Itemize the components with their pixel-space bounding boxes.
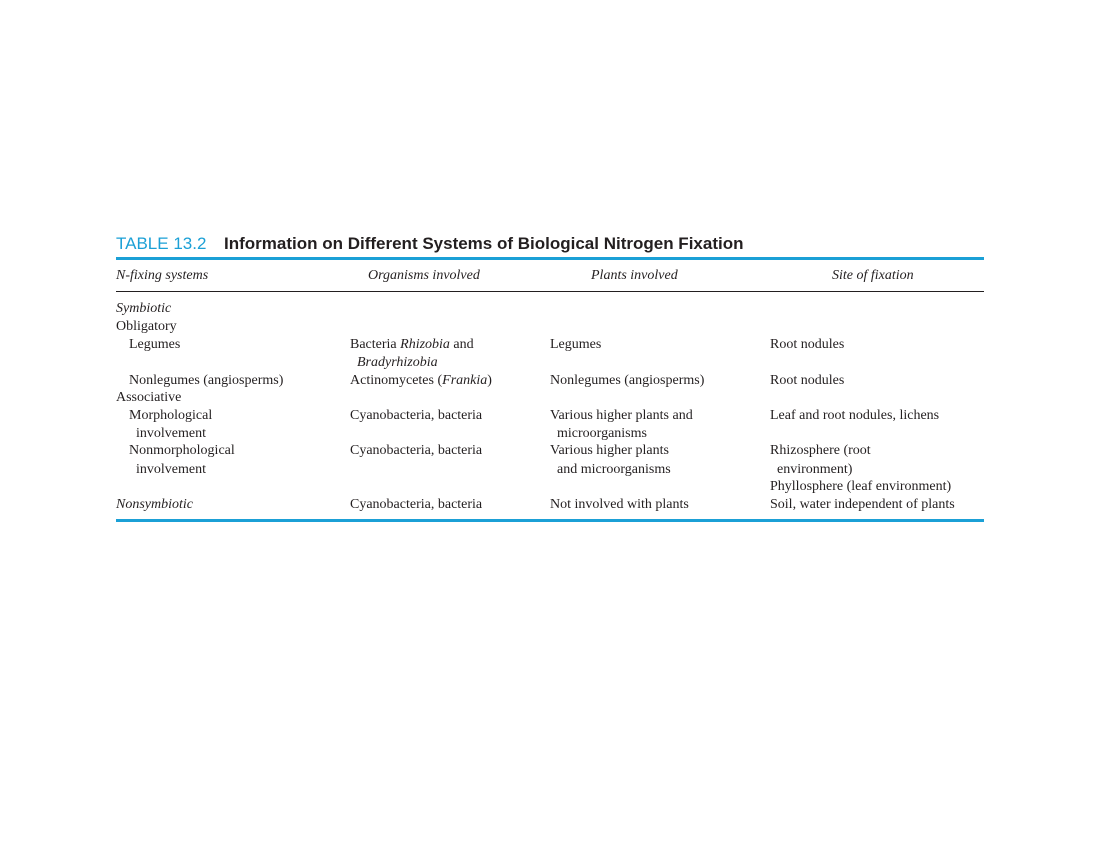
table-title: Information on Different Systems of Biological Nitrogen Fixation xyxy=(224,234,744,253)
legumes-site: Root nodules xyxy=(770,337,845,352)
legumes-system: Legumes xyxy=(129,337,181,352)
row-associative: Associative xyxy=(116,390,182,405)
row-obligatory: Obligatory xyxy=(116,319,177,334)
nonlegumes-org-frankia: Frankia xyxy=(442,373,488,388)
legumes-org-rhizobia: Rhizobia xyxy=(400,337,450,352)
row-symbiotic: Symbiotic xyxy=(116,301,172,316)
nitrogen-fixation-table xyxy=(116,230,984,522)
nonmorphological-system: Nonmorphological xyxy=(129,443,235,458)
table-body xyxy=(116,292,984,519)
nonsymbiotic-organisms: Cyanobacteria, bacteria xyxy=(350,497,483,512)
nonlegumes-organisms xyxy=(350,372,492,390)
legumes-org-prefix: Bacteria xyxy=(350,337,401,352)
table-header xyxy=(116,260,984,291)
morphological-plants: Various higher plants and xyxy=(550,408,693,423)
header-organisms: Organisms involved xyxy=(368,268,480,283)
nonlegumes-system: Nonlegumes (angiosperms) xyxy=(129,373,284,388)
header-plants: Plants involved xyxy=(591,268,678,283)
nonmorphological-system-cont: involvement xyxy=(136,462,206,477)
morphological-system-cont: involvement xyxy=(136,426,206,441)
nonmorphological-organisms: Cyanobacteria, bacteria xyxy=(350,443,483,458)
morphological-site: Leaf and root nodules, lichens xyxy=(770,408,940,423)
morphological-organisms: Cyanobacteria, bacteria xyxy=(350,408,483,423)
nonmorphological-plants-cont: and microorganisms xyxy=(557,462,671,477)
table-caption xyxy=(116,230,984,257)
nonmorphological-plants: Various higher plants xyxy=(550,443,669,458)
morphological-system: Morphological xyxy=(129,408,213,423)
nonmorphological-site-phyllosphere: Phyllosphere (leaf environment) xyxy=(770,479,952,494)
legumes-organisms-cont: Bradyrhizobia xyxy=(357,355,438,370)
nonlegumes-plants: Nonlegumes (angiosperms) xyxy=(550,373,705,388)
morphological-plants-cont: microorganisms xyxy=(557,426,647,441)
nonsymbiotic-plants: Not involved with plants xyxy=(550,497,689,512)
legumes-plants: Legumes xyxy=(550,337,602,352)
nonlegumes-site: Root nodules xyxy=(770,373,845,388)
nonsymbiotic-site: Soil, water independent of plants xyxy=(770,497,955,512)
bottom-rule xyxy=(116,519,984,522)
nonlegumes-org-suffix: ) xyxy=(487,373,492,388)
nonmorphological-site: Rhizosphere (root xyxy=(770,443,871,458)
legumes-org-and: and xyxy=(449,337,474,352)
nonlegumes-org-prefix: Actinomycetes ( xyxy=(350,373,443,388)
legumes-organisms xyxy=(350,336,474,354)
nonsymbiotic-system: Nonsymbiotic xyxy=(116,497,193,512)
table-label: TABLE 13.2 xyxy=(116,234,207,253)
header-systems: N-fixing systems xyxy=(116,268,209,283)
header-site: Site of fixation xyxy=(832,268,914,283)
nonmorphological-site-cont: environment) xyxy=(777,462,853,477)
